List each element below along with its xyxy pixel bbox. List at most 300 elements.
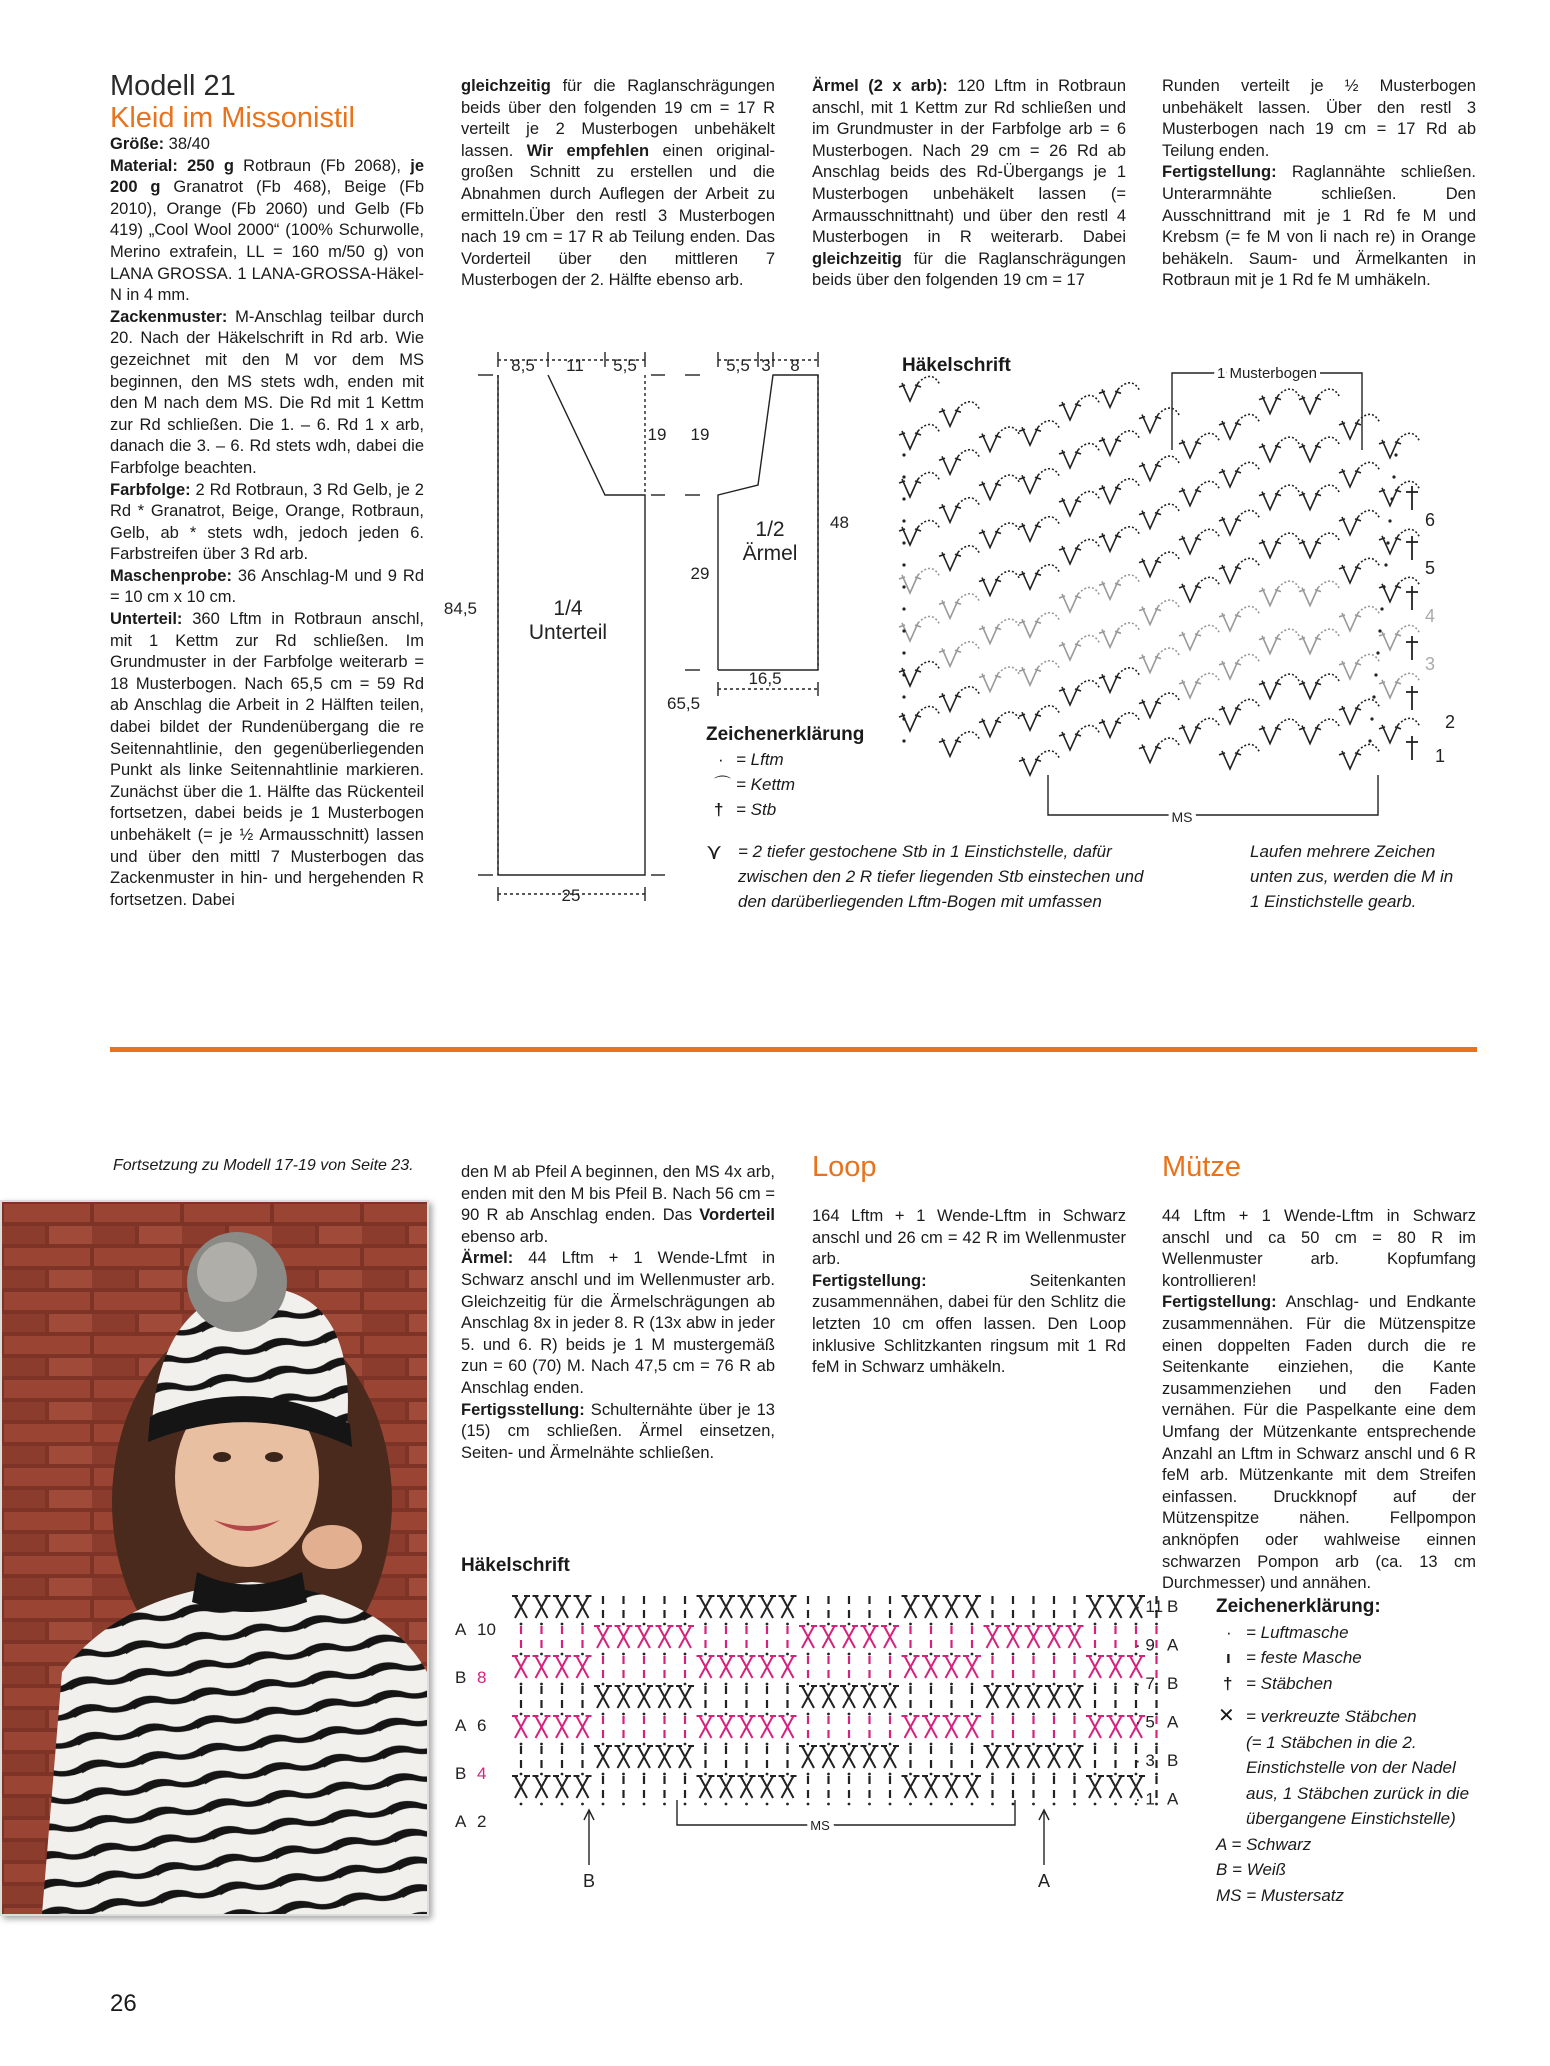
bold-lead: Material: 250 g [110, 156, 234, 175]
spike-dc-symbol [1179, 481, 1220, 506]
crossed-dc-mark [1086, 1776, 1104, 1798]
chain-dot [786, 1803, 789, 1806]
chain-dot [991, 1713, 994, 1716]
crossed-dc-mark [635, 1746, 653, 1768]
muetze-column [1162, 1206, 1476, 1595]
chain-dot [950, 1743, 953, 1746]
column-text: Ärmel (2 x arb): 120 Lftm in Rotbraun anschl, mit 1 Kettm zur Rd schließen und im Grundmuster in der Farbfolge arb = 6 Musterbogen. Nach 29 cm = 26 Rd ab Anschlag beids des Rd-Übergangs je 1 Musterbogen unbehäkelt lassen (= Armausschnittnaht) und über den restl 4 Musterbogen in R weiterarb. Dabei gleichzeitig für die Raglanschrägungen beids über den folgenden 19 cm = 17 [812, 77, 1126, 290]
left-row-color: A [455, 1812, 467, 1831]
row-number-4: 4 [1425, 606, 1436, 626]
chain-dot [889, 1713, 892, 1716]
chain-dot [684, 1743, 687, 1746]
chain-dot [663, 1683, 666, 1686]
front-raglan: 19 [647, 425, 667, 444]
spike-dc-symbol [939, 402, 980, 427]
spike-dc-symbol [899, 568, 940, 593]
spike-dc-symbol [1019, 517, 1060, 542]
spike-dc-symbol [1179, 718, 1220, 743]
crossed-dc-mark [656, 1626, 674, 1648]
spike-dc-symbol [1179, 625, 1220, 650]
chain-dot [766, 1623, 769, 1626]
chain-dot [902, 607, 905, 610]
bold-lead: Fertigstellung: [1162, 1293, 1277, 1312]
spike-dc-icon: ⋎ [706, 839, 723, 864]
chain-dot [643, 1683, 646, 1686]
chain-dot [1073, 1683, 1076, 1686]
chain-dot [520, 1743, 523, 1746]
chain-dot [950, 1803, 953, 1806]
spike-dc-symbol [1059, 725, 1100, 750]
chain-dot [1012, 1623, 1015, 1626]
chain-dot [725, 1623, 728, 1626]
chain-dot [622, 1803, 625, 1806]
model-21-column-4 [1162, 76, 1476, 292]
spike-dc-symbol [939, 687, 980, 712]
spike-dc-symbol [1299, 389, 1340, 414]
chain-dot [848, 1653, 851, 1656]
chain-symbol-icon: · [1226, 1622, 1232, 1642]
chain-dot [786, 1623, 789, 1626]
dc-symbol [1406, 586, 1418, 610]
loop-title: Loop [812, 1151, 877, 1183]
crossed-dc-mark [840, 1746, 858, 1768]
chain-dot [1032, 1713, 1035, 1716]
crossed-dc-mark [799, 1686, 817, 1708]
crossed-dc-mark [553, 1776, 571, 1798]
crossed-dc-mark [676, 1746, 694, 1768]
sleeve-label-2: Ärmel [742, 542, 798, 565]
spike-dc-symbol [1099, 575, 1140, 600]
chain-dot [602, 1683, 605, 1686]
crossed-dc-mark [1045, 1746, 1063, 1768]
chain-dot [868, 1683, 871, 1686]
chain-dot [663, 1713, 666, 1716]
spike-dc-symbol [1339, 654, 1380, 679]
front-lower: 65,5 [667, 694, 701, 713]
spike-dc-symbol [1379, 577, 1420, 602]
crossed-dc-mark [758, 1596, 776, 1618]
chain-dot [1114, 1713, 1117, 1716]
crossed-dc-mark [1045, 1626, 1063, 1648]
legend-item-chain [1216, 1620, 1478, 1646]
legend-color-a: A = Schwarz [1216, 1834, 1312, 1854]
crossed-dc-mark [902, 1596, 920, 1618]
chain-dot [1114, 1653, 1117, 1656]
spike-dc-symbol [1059, 635, 1100, 660]
chain-dot [561, 1683, 564, 1686]
chain-dot [930, 1623, 933, 1626]
bottom-legend [1216, 1594, 1478, 1908]
spike-dc-symbol [979, 571, 1020, 596]
crossed-dc-mark [615, 1686, 633, 1708]
crossed-dc-icon: ✕ [1218, 1705, 1235, 1727]
chain-symbol-icon: · [718, 750, 724, 769]
crossed-dc-mark [861, 1746, 879, 1768]
chain-dot [1053, 1683, 1056, 1686]
chain-dot [1032, 1773, 1035, 1776]
legend-item-label: = Stb [736, 800, 777, 819]
chain-dot [1094, 1743, 1097, 1746]
chain-dot [1114, 1803, 1117, 1806]
ms-label: MS [1171, 809, 1193, 825]
spike-dc-symbol [1139, 648, 1180, 673]
chain-dot [807, 1653, 810, 1656]
bold-lead: Maschenprobe: [110, 566, 232, 585]
chain-dot [766, 1803, 769, 1806]
chain-dot [1053, 1623, 1056, 1626]
chain-dot [848, 1743, 851, 1746]
section-divider [110, 1047, 1477, 1052]
chain-dot [1114, 1773, 1117, 1776]
crossed-dc-mark [533, 1716, 551, 1738]
chain-dot [930, 1653, 933, 1656]
legend-item-sc [1216, 1645, 1478, 1671]
spike-dc-symbol [1299, 719, 1340, 744]
chain-dot [971, 1713, 974, 1716]
chain-dot [889, 1773, 892, 1776]
bold-lead: Größe: [110, 135, 165, 153]
repeat-label: 1 Musterbogen [1216, 365, 1318, 382]
row-number-6: 6 [1425, 510, 1436, 530]
spike-dc-symbol [1019, 751, 1060, 776]
chain-dot [889, 1623, 892, 1626]
chart-note [1250, 839, 1480, 914]
row-number-3: 3 [1425, 654, 1436, 674]
chain-dot [643, 1713, 646, 1716]
chain-dot [1382, 585, 1385, 588]
chain-dot [745, 1773, 748, 1776]
chain-dot [971, 1653, 974, 1656]
crossed-dc-mark [758, 1716, 776, 1738]
crossed-dc-mark [840, 1626, 858, 1648]
chain-dot [540, 1803, 543, 1806]
legend-cross-line: aus, 1 Stäbchen zurück in die [1246, 1783, 1470, 1803]
chain-dot [807, 1713, 810, 1716]
crossed-dc-mark [697, 1716, 715, 1738]
spike-dc-symbol [939, 732, 980, 757]
chain-dot [1135, 1743, 1138, 1746]
crossed-dc-mark [1107, 1596, 1125, 1618]
left-row-number: 2 [477, 1812, 487, 1831]
chain-dot [848, 1683, 851, 1686]
chain-dot [602, 1773, 605, 1776]
chain-dot [581, 1623, 584, 1626]
spike-dc-symbol [1099, 383, 1140, 408]
spike-dc-symbol [1259, 485, 1300, 510]
chain-dot [1053, 1773, 1056, 1776]
chain-dot [807, 1623, 810, 1626]
spike-dc-symbol [979, 475, 1020, 500]
chain-dot [807, 1743, 810, 1746]
crossed-dc-mark [717, 1716, 735, 1738]
spike-dc-symbol [1139, 600, 1180, 625]
crossed-dc-mark [1045, 1686, 1063, 1708]
chain-dot [827, 1713, 830, 1716]
chain-dot [889, 1803, 892, 1806]
chain-dot [1094, 1803, 1097, 1806]
chain-dot [663, 1803, 666, 1806]
crossed-dc-mark [738, 1656, 756, 1678]
front-height: 84,5 [443, 599, 477, 618]
chain-dot [971, 1683, 974, 1686]
spike-dc-symbol [1299, 674, 1340, 699]
chain-dot [643, 1743, 646, 1746]
crossed-dc-mark [922, 1776, 940, 1798]
left-row-color: B [455, 1764, 467, 1783]
chain-dot [1032, 1743, 1035, 1746]
arrow-b-label: B [582, 1871, 596, 1891]
chain-dot [889, 1743, 892, 1746]
legend-long-1: = 2 tiefer gestochene Stb in 1 Einstichstelle, dafür [738, 842, 1112, 861]
chain-dot [704, 1683, 707, 1686]
spike-dc-symbol [1339, 414, 1380, 439]
spike-dc-symbol [979, 619, 1020, 644]
chain-dot [663, 1773, 666, 1776]
left-row-number: 8 [477, 1668, 487, 1687]
chain-dot [520, 1773, 523, 1776]
bold-lead: Fertigstellung: [1162, 163, 1277, 182]
crossed-dc-mark [861, 1686, 879, 1708]
double-crochet-icon: † [714, 800, 724, 819]
spike-dc-symbol [1219, 744, 1260, 769]
column-text: Runden verteilt je ½ Musterbogen unbehäkelt lassen. Über den restl 3 Musterbogen nach 19 cm = 17 Rd ab Teilung enden. Fertigstellung: Raglannähte schließen. Unterarmnähte schließen. Den Ausschnittrand mit je 1 Rd fe M und Krebsm (= fe M von li nach re) in Orange behäkeln. Saum- und Ärmelkanten in Rotbraun mit je 1 Rd fe M umhäkeln. [1162, 77, 1476, 290]
spike-dc-symbol [1219, 606, 1260, 631]
chain-dot [930, 1773, 933, 1776]
top-chart-title: Häkelschrift [902, 355, 1011, 376]
chain-dot [868, 1743, 871, 1746]
spike-dc-symbol [1259, 629, 1300, 654]
model-21-column-2 [461, 76, 775, 292]
crossed-dc-mark [738, 1596, 756, 1618]
bottom-column-2 [461, 1162, 775, 1464]
chain-dot [827, 1803, 830, 1806]
crossed-dc-mark [717, 1776, 735, 1798]
chain-dot [540, 1743, 543, 1746]
crossed-dc-mark [1025, 1746, 1043, 1768]
chain-dot [1155, 1743, 1158, 1746]
crossed-dc-mark [533, 1656, 551, 1678]
bold-lead: Wir empfehlen [526, 141, 650, 160]
spike-dc-symbol [1099, 668, 1140, 693]
chain-dot [1073, 1623, 1076, 1626]
chain-dot [909, 1743, 912, 1746]
spike-dc-symbol [1059, 443, 1100, 468]
chain-dot [868, 1803, 871, 1806]
chain-dot [902, 475, 905, 478]
column-text: gleichzeitig für die Raglanschrägungen beids über den folgenden 19 cm = 17 R verteilt je 2 Musterbogen unbehäkelt lassen. Wir empfehlen einen original-großen Schnitt zu erstellen und die Abnahmen durch Auflegen der Arbeit zu ermitteln.Über den restl 3 Musterbogen nach 19 cm = 17 R ab Teilung enden. Das Vorderteil über den mittleren 7 Musterbogen der 2. Hälfte ebenso arb. [461, 77, 775, 290]
chain-dot [581, 1803, 584, 1806]
chain-dot [1114, 1623, 1117, 1626]
legend-item-dc [1216, 1671, 1478, 1697]
chain-dot [1155, 1683, 1158, 1686]
legend-item-label: = Lftm [736, 750, 784, 769]
chain-dot [1394, 453, 1397, 456]
crossed-dc-mark [574, 1656, 592, 1678]
crossed-dc-mark [594, 1626, 612, 1648]
arrow-a-label: A [1037, 1871, 1051, 1891]
chain-dot [725, 1713, 728, 1716]
legend-long [706, 839, 1176, 914]
chain-dot [1094, 1653, 1097, 1656]
chain-dot [1094, 1683, 1097, 1686]
chain-dot [991, 1773, 994, 1776]
crossed-dc-mark [1025, 1626, 1043, 1648]
chain-dot [868, 1653, 871, 1656]
crossed-dc-mark [615, 1746, 633, 1768]
chain-dot [786, 1653, 789, 1656]
chain-dot [725, 1743, 728, 1746]
chain-dot [902, 695, 905, 698]
loop-column [812, 1206, 1126, 1379]
spike-dc-symbol [1299, 533, 1340, 558]
row-number-1: 1 [1435, 746, 1446, 766]
bottom-legend-title: Zeichenerklärung: [1216, 1596, 1381, 1617]
sleeve-height: 48 [830, 513, 849, 532]
chain-dot [561, 1713, 564, 1716]
crossed-dc-mark [943, 1656, 961, 1678]
chain-dot [868, 1713, 871, 1716]
chain-dot [643, 1773, 646, 1776]
right-row-color: B [1167, 1751, 1179, 1770]
chain-dot [1053, 1713, 1056, 1716]
right-row-number: · 7 [1135, 1674, 1155, 1693]
chain-dot [868, 1623, 871, 1626]
right-row-number: · 3 [1135, 1751, 1155, 1770]
spike-dc-symbol [1139, 552, 1180, 577]
crossed-dc-mark [676, 1626, 694, 1648]
chain-dot [766, 1713, 769, 1716]
chain-dot [561, 1653, 564, 1656]
crossed-dc-mark [656, 1746, 674, 1768]
bold-lead: Ärmel: [461, 1249, 514, 1268]
chain-dot [930, 1713, 933, 1716]
chain-dot [991, 1803, 994, 1806]
chain-dot [1032, 1623, 1035, 1626]
chain-dot [725, 1683, 728, 1686]
chain-dot [1073, 1743, 1076, 1746]
chain-dot [807, 1683, 810, 1686]
crossed-dc-mark [635, 1626, 653, 1648]
crossed-dc-mark [1004, 1746, 1022, 1768]
chain-dot [1155, 1653, 1158, 1656]
spike-dc-symbol [1139, 456, 1180, 481]
chain-dot [1094, 1713, 1097, 1716]
bottom-chart-title: Häkelschrift [461, 1555, 570, 1576]
chain-dot [848, 1713, 851, 1716]
chain-dot [561, 1623, 564, 1626]
chain-dot [950, 1713, 953, 1716]
chain-dot [786, 1713, 789, 1716]
chain-dot [909, 1623, 912, 1626]
sleeve-top-b: 3 [761, 356, 771, 375]
chain-dot [663, 1623, 666, 1626]
crossed-dc-mark [1004, 1686, 1022, 1708]
crossed-dc-mark [963, 1716, 981, 1738]
spike-dc-symbol [979, 712, 1020, 737]
crossed-dc-mark [902, 1776, 920, 1798]
chain-dot [643, 1653, 646, 1656]
dc-symbol [1406, 486, 1418, 510]
crossed-dc-mark [861, 1626, 879, 1648]
crossed-dc-mark [635, 1686, 653, 1708]
chain-dot [1012, 1653, 1015, 1656]
bold-lead: je 200 g [110, 156, 424, 197]
spike-dc-symbol [1219, 510, 1260, 535]
chain-dot [745, 1653, 748, 1656]
chain-dot [520, 1713, 523, 1716]
spike-dc-symbol [899, 376, 940, 401]
spike-dc-symbol [1339, 606, 1380, 631]
chain-dot [950, 1623, 953, 1626]
chain-dot [643, 1623, 646, 1626]
spike-dc-symbol [1299, 485, 1340, 510]
spike-dc-symbol [1019, 421, 1060, 446]
front-top-a: 8,5 [511, 356, 535, 375]
chain-dot [643, 1803, 646, 1806]
chain-dot [684, 1803, 687, 1806]
crossed-dc-mark [1025, 1686, 1043, 1708]
chain-dot [1073, 1653, 1076, 1656]
crossed-dc-mark [881, 1746, 899, 1768]
chain-dot [1155, 1773, 1158, 1776]
right-row-color: A [1167, 1635, 1179, 1655]
crossed-dc-mark [943, 1596, 961, 1618]
spike-dc-symbol [1219, 654, 1260, 679]
chain-dot [1368, 739, 1371, 742]
spike-dc-symbol [939, 450, 980, 475]
crossed-dc-mark [984, 1686, 1002, 1708]
legend-ms: MS = Mustersatz [1216, 1885, 1345, 1905]
chain-dot [786, 1683, 789, 1686]
wave-crochet-chart [455, 1580, 1195, 1930]
legend-long-2: zwischen den 2 R tiefer liegenden Stb einstechen und [738, 867, 1144, 886]
chain-dot [902, 673, 905, 676]
chain-dot [540, 1713, 543, 1716]
chain-dot [971, 1773, 974, 1776]
spike-dc-symbol [1299, 629, 1340, 654]
crossed-dc-mark [697, 1776, 715, 1798]
chain-dot [766, 1683, 769, 1686]
chain-dot [991, 1653, 994, 1656]
spike-dc-symbol [1339, 744, 1380, 769]
spike-dc-symbol [1059, 491, 1100, 516]
model-21-column-3 [812, 76, 1126, 292]
front-bottom: 25 [561, 886, 581, 905]
chain-dot [684, 1623, 687, 1626]
chain-dot [663, 1653, 666, 1656]
left-row-number: 4 [477, 1764, 487, 1783]
chain-dot [1094, 1623, 1097, 1626]
chain-dot [561, 1773, 564, 1776]
bold-lead: Unterteil: [110, 610, 183, 629]
crossed-dc-mark [512, 1716, 530, 1738]
chain-dot [1155, 1623, 1158, 1626]
double-crochet-icon: † [1223, 1673, 1233, 1693]
spike-dc-symbol [1179, 577, 1220, 602]
crossed-dc-mark [717, 1656, 735, 1678]
chain-dot [827, 1683, 830, 1686]
crossed-dc-mark [984, 1626, 1002, 1648]
chain-dot [1012, 1803, 1015, 1806]
chain-dot [1073, 1803, 1076, 1806]
chain-dot [868, 1773, 871, 1776]
crossed-dc-mark [594, 1746, 612, 1768]
spike-dc-symbol [1139, 738, 1180, 763]
crossed-dc-mark [1086, 1656, 1104, 1678]
sleeve-bottom: 16,5 [748, 669, 782, 688]
crossed-dc-mark [512, 1776, 530, 1798]
spike-dc-symbol [1099, 527, 1140, 552]
